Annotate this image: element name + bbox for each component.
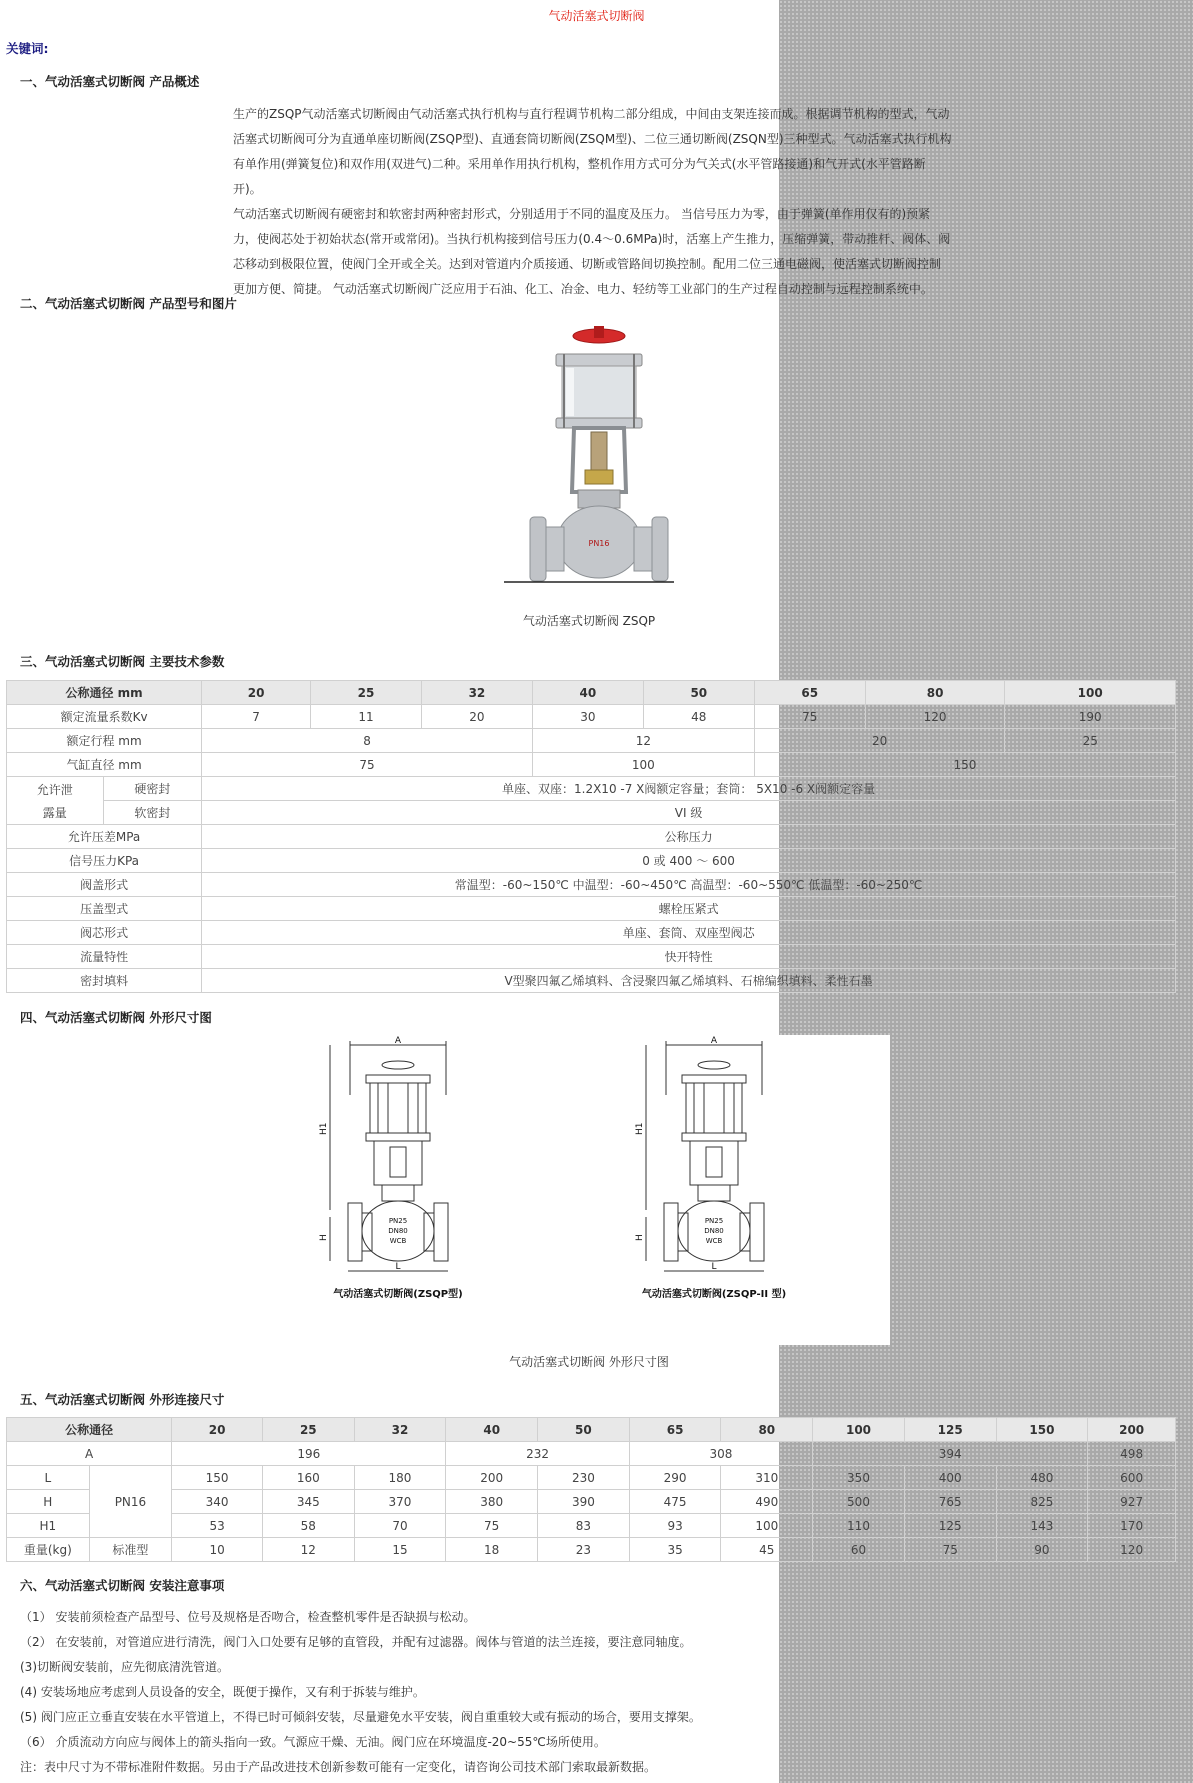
installation-notes <box>20 1605 780 1780</box>
cell: 370 <box>354 1490 446 1514</box>
header-cell: 65 <box>754 681 865 705</box>
cell: 120 <box>1088 1538 1176 1562</box>
section-heading-overview: 一、气动活塞式切断阀 产品概述 <box>20 74 200 89</box>
cell: 93 <box>629 1514 721 1538</box>
cell: 825 <box>996 1490 1088 1514</box>
page-title: 气动活塞式切断阀 <box>548 9 645 23</box>
cell: 150 <box>754 753 1175 777</box>
row-label <box>7 777 104 825</box>
header-cell: 20 <box>202 681 311 705</box>
valve-body-marking: PN16 <box>588 539 610 548</box>
cell: 765 <box>904 1490 996 1514</box>
cell: 394 <box>813 1442 1088 1466</box>
header-cell: 100 <box>1005 681 1176 705</box>
dim-h-label: H <box>319 1234 329 1241</box>
cell: 400 <box>904 1466 996 1490</box>
row-label: 允许压差MPa <box>7 825 202 849</box>
row-label: 硬密封 <box>103 777 202 801</box>
table-row <box>7 1514 1176 1538</box>
drawing-caption: 气动活塞式切断阀 外形尺寸图 <box>509 1355 669 1369</box>
table-row <box>7 777 1176 801</box>
section-heading-specs: 三、气动活塞式切断阀 主要技术参数 <box>20 654 225 669</box>
leak-label-line: 露量 <box>42 805 67 820</box>
leak-label-line: 允许泄 <box>36 782 73 797</box>
cell: 120 <box>865 705 1005 729</box>
row-label: 额定行程 mm <box>7 729 202 753</box>
cell: 35 <box>629 1538 721 1562</box>
header-cell: 40 <box>532 681 643 705</box>
cell: 单座、套筒、双座型阀芯 <box>202 921 1176 945</box>
table-row <box>7 729 1176 753</box>
row-label: 流量特性 <box>7 945 202 969</box>
table-row <box>7 969 1176 993</box>
row-label: 压盖型式 <box>7 897 202 921</box>
dim-a-label: A <box>710 1036 718 1046</box>
header-cell: 200 <box>1088 1418 1176 1442</box>
cell: 58 <box>262 1514 354 1538</box>
intro-line: 气动活塞式切断阀有硬密封和软密封两种密封形式，分别适用于不同的温度及压力。 当信号压力为零，由于弹簧(单作用仅有的)预紧 <box>233 207 931 221</box>
cell: 498 <box>1088 1442 1176 1466</box>
cell: 15 <box>354 1538 446 1562</box>
row-label: L <box>7 1466 90 1490</box>
photo-caption: 气动活塞式切断阀 ZSQP <box>522 614 656 628</box>
header-cell: 125 <box>904 1418 996 1442</box>
header-cell: 50 <box>538 1418 630 1442</box>
section-heading-installation: 六、气动活塞式切断阀 安装注意事项 <box>20 1578 225 1593</box>
body-pn-label: PN25 <box>704 1217 724 1225</box>
row-label: 信号压力KPa <box>7 849 202 873</box>
dim-a-label: A <box>394 1036 402 1046</box>
row-label: 气缸直径 mm <box>7 753 202 777</box>
table-row <box>7 825 1176 849</box>
cell: 8 <box>202 729 533 753</box>
dim-h-label: H <box>635 1234 645 1241</box>
header-cell: 80 <box>865 681 1005 705</box>
section-heading-dimensions: 五、气动活塞式切断阀 外形连接尺寸 <box>20 1392 225 1407</box>
cell: 30 <box>532 705 643 729</box>
intro-line: 力，使阀芯处于初始状态(常开或常闭)。当执行机构接到信号压力(0.4～0.6MPa)时，活塞上产生推力，压缩弹簧，带动推杆、阀体、阀 <box>233 232 951 246</box>
note-item: (3)切断阀安装前，应先彻底清洗管道。 <box>20 1660 229 1674</box>
table-row <box>7 897 1176 921</box>
header-cell: 100 <box>813 1418 905 1442</box>
cell: 20 <box>754 729 1005 753</box>
header-cell: 公称通径 <box>7 1418 172 1442</box>
row-label: 阀盖形式 <box>7 873 202 897</box>
cell: 75 <box>446 1514 538 1538</box>
cell: 308 <box>629 1442 812 1466</box>
header-cell: 40 <box>446 1418 538 1442</box>
cell: 110 <box>813 1514 905 1538</box>
note-item: （6） 介质流动方向应与阀体上的箭头指向一致。气源应干燥、无油。阀门应在环境温度-20~55℃场所使用。 <box>20 1735 606 1749</box>
table-row <box>7 1538 1176 1562</box>
cell: 100 <box>721 1514 813 1538</box>
section-heading-model: 二、气动活塞式切断阀 产品型号和图片 <box>20 296 237 311</box>
cell: 150 <box>172 1466 263 1490</box>
cell: 90 <box>996 1538 1088 1562</box>
cell: 25 <box>1005 729 1176 753</box>
body-dn-label: DN80 <box>704 1227 724 1235</box>
table-row <box>7 1490 1176 1514</box>
section-heading-drawing: 四、气动活塞式切断阀 外形尺寸图 <box>20 1010 212 1025</box>
header-cell: 20 <box>172 1418 263 1442</box>
table-row <box>7 681 1176 705</box>
cell: 200 <box>446 1466 538 1490</box>
table-row <box>7 1418 1176 1442</box>
row-label: 额定流量系数Kv <box>7 705 202 729</box>
cell: 53 <box>172 1514 263 1538</box>
dimension-drawing <box>319 1035 890 1345</box>
valve-drawing-left <box>319 1036 463 1300</box>
note-item: (5) 阀门应正立垂直安装在水平管道上，不得已时可倾斜安装，尽量避免水平安装，阀自重重较大或有振动的场合，要用支撑架。 <box>20 1710 701 1724</box>
cell: 196 <box>172 1442 446 1466</box>
footnote: 注：表中尺寸为不带标准附件数据。另由于产品改进技术创新参数可能有一定变化，请咨询公司技术部门索取最新数据。 <box>20 1760 657 1774</box>
keywords-label: 关键词: <box>6 41 49 56</box>
cell: 475 <box>629 1490 721 1514</box>
cell: 60 <box>813 1538 905 1562</box>
header-cell: 50 <box>643 681 754 705</box>
body-pn-label: PN25 <box>388 1217 408 1225</box>
cell: 290 <box>629 1466 721 1490</box>
cell: 160 <box>262 1466 354 1490</box>
cell: 190 <box>1005 705 1176 729</box>
cell: 快开特性 <box>202 945 1176 969</box>
cell: 7 <box>202 705 311 729</box>
intro-line: 生产的ZSQP气动活塞式切断阀由气动活塞式执行机构与直行程调节机构二部分组成，中间由支架连接而成。根据调节机构的型式，气动 <box>233 107 950 121</box>
row-label: 标准型 <box>89 1538 172 1562</box>
header-cell: 公称通径 mm <box>7 681 202 705</box>
row-label: H1 <box>7 1514 90 1538</box>
cell: VI 级 <box>202 801 1176 825</box>
cell: 310 <box>721 1466 813 1490</box>
intro-line: 芯移动到极限位置，使阀门全开或全关。达到对管道内介质接通、切断或管路间切换控制。配用二位三通电磁阀，使活塞式切断阀控制 <box>233 257 942 271</box>
cell: 单座、双座：1.2X10 -7 X阀额定容量；套筒： 5X10 -6 X阀额定容量 <box>202 777 1176 801</box>
cell: 12 <box>262 1538 354 1562</box>
cell: 常温型：-60~150℃ 中温型：-60~450℃ 高温型：-60~550℃ 低温型：-60~250℃ <box>202 873 1176 897</box>
table-row <box>7 849 1176 873</box>
row-label: 密封填料 <box>7 969 202 993</box>
intro-line: 更加方便、简捷。 气动活塞式切断阀广泛应用于石油、化工、冶金、电力、轻纺等工业部门的生产过程自动控制与远程控制系统中。 <box>233 282 933 296</box>
row-label: 软密封 <box>103 801 202 825</box>
cell: 230 <box>538 1466 630 1490</box>
dim-l-label: L <box>395 1262 401 1272</box>
dimension-table <box>6 1417 1176 1562</box>
cell: 11 <box>311 705 422 729</box>
note-item: (4) 安装场地应考虑到人员设备的安全，既便于操作，又有利于拆装与维护。 <box>20 1685 425 1699</box>
cell: V型聚四氟乙烯填料、含浸聚四氟乙烯填料、石棉编织填料、柔性石墨 <box>202 969 1176 993</box>
header-cell: 32 <box>421 681 532 705</box>
cell: 345 <box>262 1490 354 1514</box>
header-cell: 25 <box>311 681 422 705</box>
header-cell: 25 <box>262 1418 354 1442</box>
spec-table <box>6 680 1176 993</box>
table-row <box>7 873 1176 897</box>
dim-h1-label: H1 <box>635 1122 645 1135</box>
intro-paragraph <box>233 102 953 302</box>
cell: 70 <box>354 1514 446 1538</box>
cell: 12 <box>532 729 754 753</box>
cell: 20 <box>421 705 532 729</box>
header-cell: 65 <box>629 1418 721 1442</box>
row-label: H <box>7 1490 90 1514</box>
row-label: 重量(kg) <box>7 1538 90 1562</box>
table-row <box>7 1466 1176 1490</box>
cell: 0 或 400 ～ 600 <box>202 849 1176 873</box>
cell: 180 <box>354 1466 446 1490</box>
dim-h1-label: H1 <box>319 1122 329 1135</box>
body-mat-label: WCB <box>389 1237 407 1245</box>
cell: 232 <box>446 1442 629 1466</box>
body-mat-label: WCB <box>705 1237 723 1245</box>
cell: 10 <box>172 1538 263 1562</box>
cell: 340 <box>172 1490 263 1514</box>
cell: 45 <box>721 1538 813 1562</box>
cell: 490 <box>721 1490 813 1514</box>
cell: 380 <box>446 1490 538 1514</box>
cell: 公称压力 <box>202 825 1176 849</box>
drawing-label-right: 气动活塞式切断阀(ZSQP-II 型) <box>641 1289 787 1300</box>
cell: 100 <box>532 753 754 777</box>
note-item: （2） 在安装前，对管道应进行清洗，阀门入口处要有足够的直管段，并配有过滤器。阀体与管道的法兰连接，要注意同轴度。 <box>20 1635 692 1649</box>
header-cell: 32 <box>354 1418 446 1442</box>
cell: 75 <box>754 705 865 729</box>
cell: 170 <box>1088 1514 1176 1538</box>
cell: 480 <box>996 1466 1088 1490</box>
dim-l-label: L <box>711 1262 717 1272</box>
cell: 125 <box>904 1514 996 1538</box>
cell: 23 <box>538 1538 630 1562</box>
body-dn-label: DN80 <box>388 1227 408 1235</box>
table-row <box>7 705 1176 729</box>
valve-photo <box>474 322 704 607</box>
cell: 83 <box>538 1514 630 1538</box>
header-cell: 80 <box>721 1418 813 1442</box>
cell: 18 <box>446 1538 538 1562</box>
cell: 48 <box>643 705 754 729</box>
note-item: （1） 安装前须检查产品型号、位号及规格是否吻合，检查整机零件是否缺损与松动。 <box>20 1610 476 1624</box>
cell: 600 <box>1088 1466 1176 1490</box>
table-row <box>7 1442 1176 1466</box>
table-row <box>7 921 1176 945</box>
header-cell: 150 <box>996 1418 1088 1442</box>
table-row <box>7 753 1176 777</box>
cell: 螺栓压紧式 <box>202 897 1176 921</box>
intro-line: 活塞式切断阀可分为直通单座切断阀(ZSQP型)、直通套筒切断阀(ZSQM型)、二位三通切断阀(ZSQN型)三种型式。气动活塞式执行机构 <box>233 132 952 146</box>
cell: 75 <box>904 1538 996 1562</box>
table-row <box>7 945 1176 969</box>
drawing-label-left: 气动活塞式切断阀(ZSQP型) <box>333 1289 463 1300</box>
table-row <box>7 801 1176 825</box>
cell: 75 <box>202 753 533 777</box>
row-label: 阀芯形式 <box>7 921 202 945</box>
cell: 143 <box>996 1514 1088 1538</box>
cell: 927 <box>1088 1490 1176 1514</box>
intro-line: 有单作用(弹簧复位)和双作用(双进气)二种。采用单作用执行机构，整机作用方式可分为气关式(水平管路接通)和气开式(水平管路断开)。 <box>233 157 926 196</box>
pressure-class: PN16 <box>89 1466 172 1538</box>
valve-drawing-right <box>635 1036 786 1300</box>
cell: 390 <box>538 1490 630 1514</box>
cell: 350 <box>813 1466 905 1490</box>
row-label: A <box>7 1442 172 1466</box>
cell: 500 <box>813 1490 905 1514</box>
